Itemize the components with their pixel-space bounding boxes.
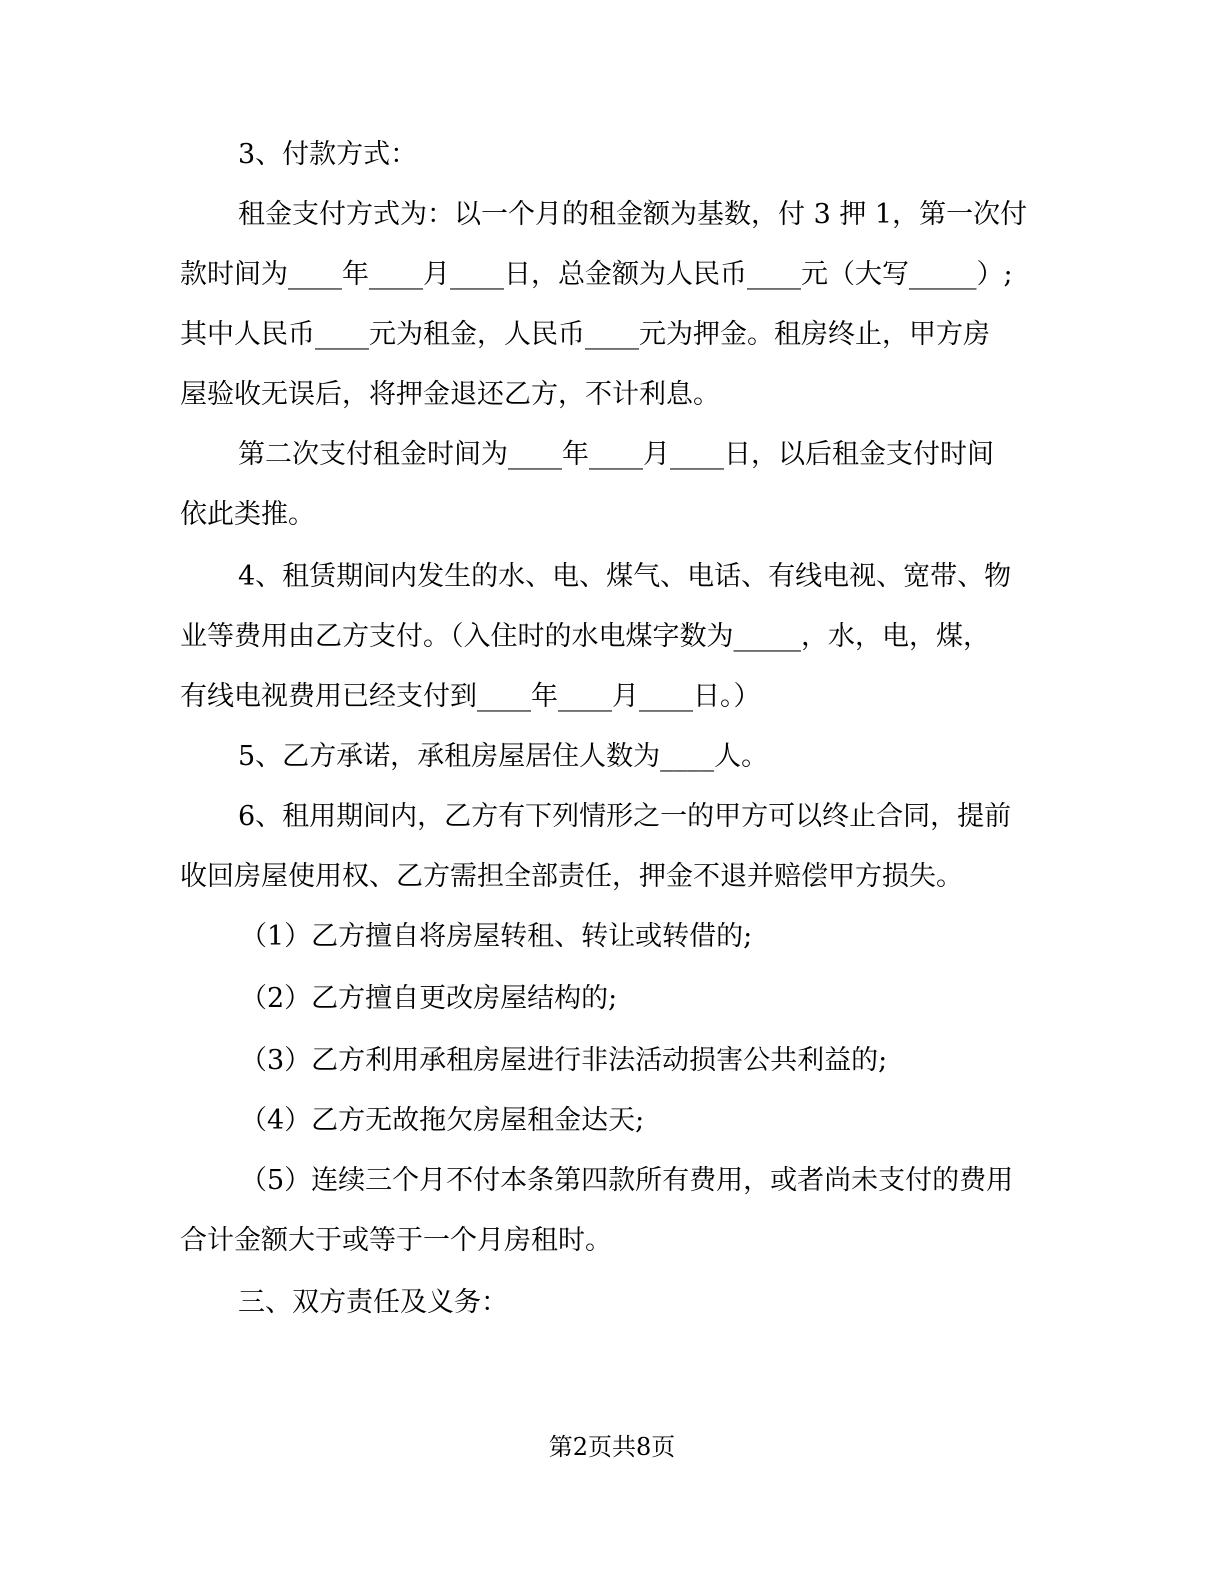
paragraph-line: 合计金额大于或等于一个月房租时。 [180,1225,612,1256]
paragraph-line: 6、租用期间内，乙方有下列情形之一的甲方可以终止合同，提前 [238,801,1012,832]
paragraph-line: 款时间为____年____月____日，总金额为人民币____元（大写_____）; [180,259,1013,290]
paragraph-line: 有线电视费用已经支付到____年____月____日。） [180,681,761,712]
paragraph-line: 屋验收无误后，将押金退还乙方，不计利息。 [180,379,720,410]
paragraph-line: 4、租赁期间内发生的水、电、煤气、电话、有线电视、宽带、物 [238,561,1012,592]
list-item: （3）乙方利用承租房屋进行非法活动损害公共利益的; [240,1045,888,1076]
list-item: （4）乙方无故拖欠房屋租金达天; [240,1105,645,1136]
list-item: （2）乙方擅自更改房屋结构的; [240,983,618,1014]
paragraph-line: 收回房屋使用权、乙方需担全部责任，押金不退并赔偿甲方损失。 [180,861,963,892]
paragraph-line: 依此类推。 [180,499,315,530]
paragraph-line: 5、乙方承诺，承租房屋居住人数为____人。 [238,741,769,772]
paragraph-line: 第二次支付租金时间为____年____月____日，以后租金支付时间 [238,439,994,470]
paragraph-line: 业等费用由乙方支付。（入住时的水电煤字数为_____，水，电，煤， [180,621,990,652]
paragraph-line: 租金支付方式为：以一个月的租金额为基数，付 3 押 1，第一次付 [238,199,1028,230]
page-number-footer: 第2页共8页 [548,1433,676,1461]
list-item: （5）连续三个月不付本条第四款所有费用，或者尚未支付的费用 [240,1165,1014,1196]
paragraph-line: 其中人民币____元为租金，人民币____元为押金。租房终止，甲方房 [180,319,990,350]
list-item: （1）乙方擅自将房屋转租、转让或转借的; [240,921,753,952]
section-heading-duties: 三、双方责任及义务： [238,1287,508,1318]
section-heading-payment: 3、付款方式： [238,139,418,170]
